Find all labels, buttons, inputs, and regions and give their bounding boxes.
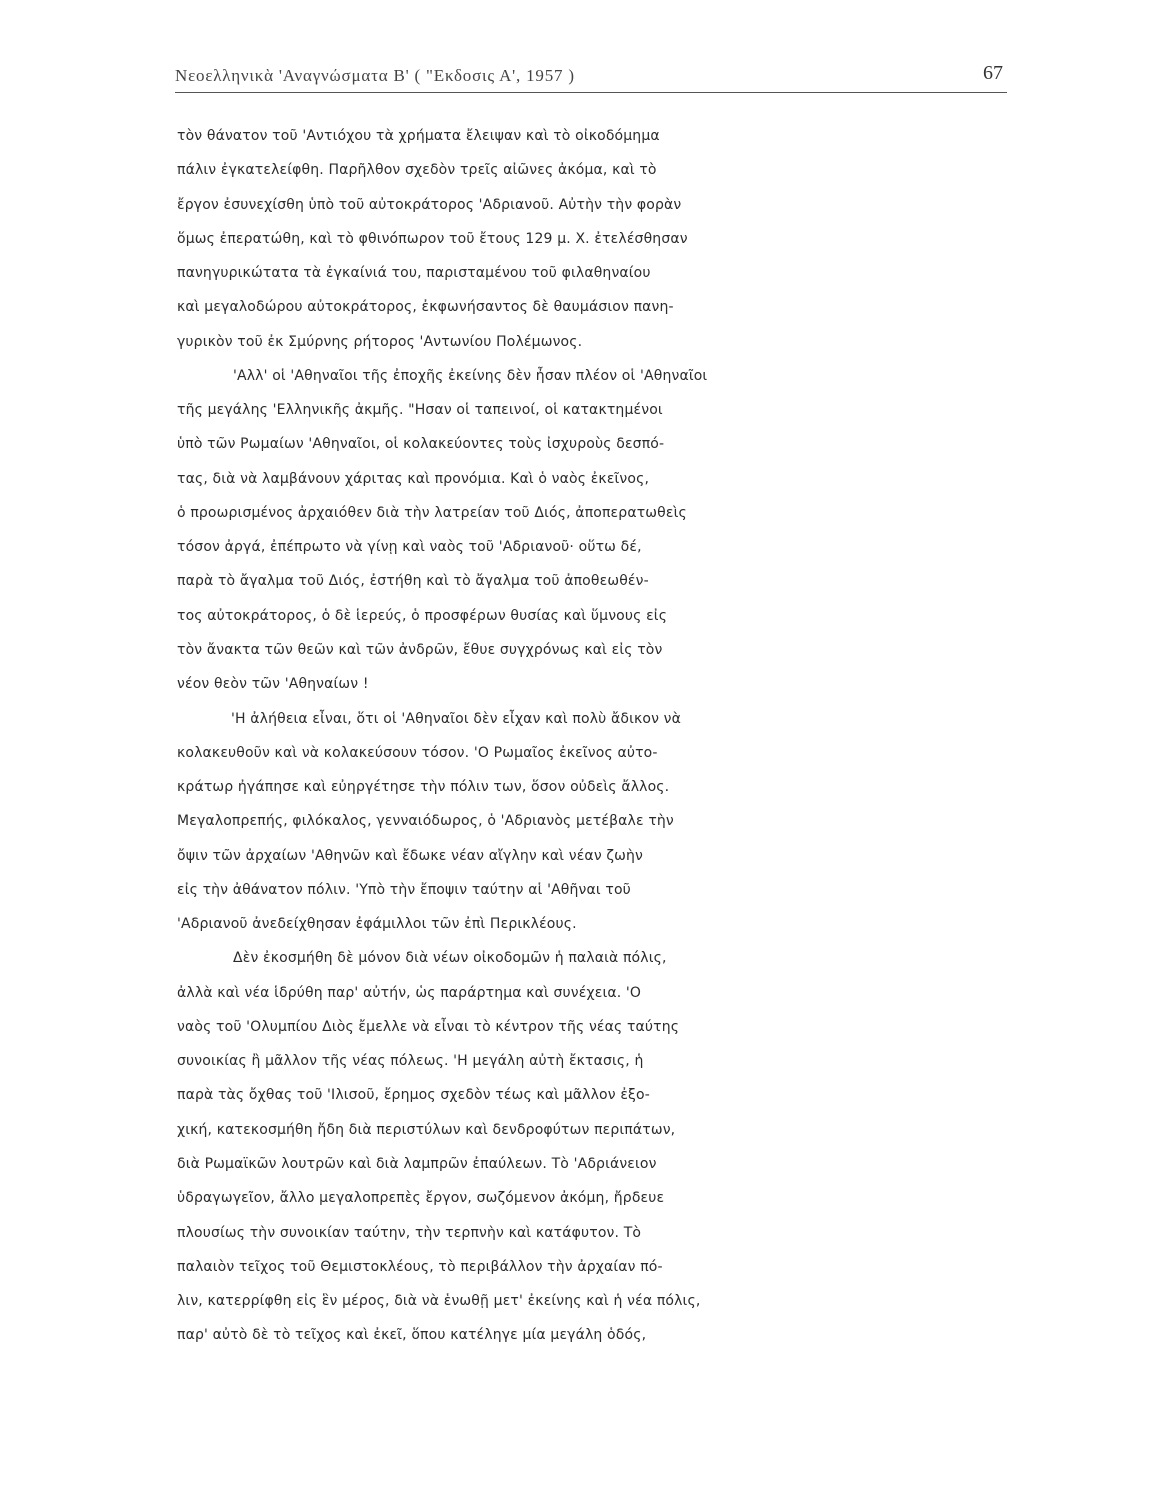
text-line: τας, διὰ νὰ λαμβάνουν χάριτας καὶ προνόμια. Καὶ ὁ ναὸς ἐκεῖνος, (177, 470, 650, 487)
running-title: Νεοελληνικὰ 'Αναγνώσματα Β' ( "Εκδοσις Α', 1957 ) (175, 66, 575, 85)
text-line: τόσον ἀργά, ἐπέπρωτο νὰ γίνῃ καὶ ναὸς τοῦ 'Αδριανοῦ· οὕτω δέ, (177, 539, 642, 556)
text-line: πάλιν ἐγκατελείφθη. Παρῆλθον σχεδὸν τρεῖς αἰῶνες ἀκόμα, καὶ τὸ (177, 162, 657, 179)
text-line: ὁ προωρισμένος ἀρχαιόθεν διὰ τὴν λατρείαν τοῦ Διός, ἀποπερατωθεὶς (177, 504, 687, 521)
text-line: λιν, κατερρίφθη εἰς ἓν μέρος, διὰ νὰ ἑνωθῇ μετ' ἐκείνης καὶ ἡ νέα πόλις, (177, 1293, 701, 1310)
text-line: 'Αδριανοῦ ἀνεδείχθησαν ἐφάμιλλοι τῶν ἐπὶ Περικλέους. (177, 916, 577, 933)
text-line: παρὰ τὰς ὄχθας τοῦ 'Ιλισοῦ, ἔρημος σχεδὸν τέως καὶ μᾶλλον ἐξο- (177, 1087, 650, 1104)
text-line: συνοικίας ἢ μᾶλλον τῆς νέας πόλεως. 'Η μεγάλη αὐτὴ ἔκτασις, ἡ (177, 1053, 644, 1070)
page-header (175, 58, 1007, 93)
text-line: τῆς μεγάλης 'Ελληνικῆς ἀκμῆς. "Ησαν οἱ ταπεινοί, οἱ κατακτημένοι (177, 402, 663, 419)
text-line: παρὰ τὸ ἄγαλμα τοῦ Διός, ἐστήθη καὶ τὸ ἄγαλμα τοῦ ἀποθεωθέν- (177, 573, 649, 590)
text-line: κράτωρ ἠγάπησε καὶ εὐηργέτησε τὴν πόλιν των, ὅσον οὐδεὶς ἄλλος. (177, 779, 670, 796)
page-number: 67 (983, 62, 1003, 84)
text-line: παλαιὸν τεῖχος τοῦ Θεμιστοκλέους, τὸ περιβάλλον τὴν ἀρχαίαν πό- (177, 1258, 663, 1275)
text-line: ὑπὸ τῶν Ρωμαίων 'Αθηναῖοι, οἱ κολακεύοντες τοὺς ἰσχυροὺς δεσπό- (177, 436, 665, 453)
text-line: ναὸς τοῦ 'Ολυμπίου Διὸς ἔμελλε νὰ εἶναι τὸ κέντρον τῆς νέας ταύτης (177, 1018, 680, 1035)
text-line: τὸν θάνατον τοῦ 'Αντιόχου τὰ χρήματα ἔλειψαν καὶ τὸ οἰκοδόμημα (177, 128, 660, 144)
paragraph-start-line: Δὲν ἐκοσμήθη δὲ μόνον διὰ νέων οἰκοδομῶν ἡ παλαιὰ πόλις, (233, 950, 667, 967)
text-line: ὑδραγωγεῖον, ἄλλο μεγαλοπρεπὲς ἔργον, σωζόμενον ἀκόμη, ἤρδευε (177, 1190, 665, 1207)
text-line: ὄψιν τῶν ἀρχαίων 'Αθηνῶν καὶ ἔδωκε νέαν αἴγλην καὶ νέαν ζωὴν (177, 847, 644, 864)
text-line: γυρικὸν τοῦ ἐκ Σμύρνης ρήτορος 'Αντωνίου Πολέμωνος. (177, 333, 583, 350)
text-line: ἔργον ἐσυνεχίσθη ὑπὸ τοῦ αὐτοκράτορος 'Αδριανοῦ. Αὐτὴν τὴν φορὰν (177, 196, 682, 213)
text-line: πλουσίως τὴν συνοικίαν ταύτην, τὴν τερπνὴν καὶ κατάφυτον. Τὸ (177, 1224, 642, 1241)
text-line: πανηγυρικώτατα τὰ ἐγκαίνιά του, παρισταμένου τοῦ φιλαθηναίου (177, 265, 651, 282)
text-line: διὰ Ρωμαϊκῶν λουτρῶν καὶ διὰ λαμπρῶν ἐπαύλεων. Τὸ 'Αδριάνειον (177, 1155, 657, 1172)
text-line: νέον θεὸν τῶν 'Αθηναίων ! (177, 676, 369, 693)
body-text (177, 119, 1027, 1353)
text-line: τὸν ἄνακτα τῶν θεῶν καὶ τῶν ἀνδρῶν, ἔθυε συγχρόνως καὶ εἰς τὸν (177, 641, 663, 658)
paragraph-start-line: 'Η ἀλήθεια εἶναι, ὅτι οἱ 'Αθηναῖοι δὲν εἶχαν καὶ πολὺ ἄδικον νὰ (231, 710, 681, 727)
text-line: ὅμως ἐπερατώθη, καὶ τὸ φθινόπωρον τοῦ ἔτους 129 μ. Χ. ἐτελέσθησαν (177, 230, 688, 247)
text-line: τος αὐτοκράτορος, ὁ δὲ ἱερεύς, ὁ προσφέρων θυσίας καὶ ὕμνους εἰς (177, 607, 668, 624)
text-line: εἰς τὴν ἀθάνατον πόλιν. 'Υπὸ τὴν ἔποψιν ταύτην αἱ 'Αθῆναι τοῦ (177, 881, 631, 898)
text-line: παρ' αὐτὸ δὲ τὸ τεῖχος καὶ ἐκεῖ, ὅπου κατέληγε μία μεγάλη ὁδός, (177, 1327, 647, 1344)
text-line: κολακευθοῦν καὶ νὰ κολακεύσουν τόσον. 'Ο Ρωμαῖος ἐκεῖνος αὐτο- (177, 744, 658, 761)
text-line: ἀλλὰ καὶ νέα ἱδρύθη παρ' αὐτήν, ὡς παράρτημα καὶ συνέχεια. 'Ο (177, 984, 642, 1001)
text-line: καὶ μεγαλοδώρου αὐτοκράτορος, ἐκφωνήσαντος δὲ θαυμάσιον πανη- (177, 299, 674, 316)
text-line: Μεγαλοπρεπής, φιλόκαλος, γενναιόδωρος, ὁ 'Αδριανὸς μετέβαλε τὴν (177, 813, 674, 830)
paragraph-start-line: 'Αλλ' οἱ 'Αθηναῖοι τῆς ἐποχῆς ἐκείνης δὲν ἦσαν πλέον οἱ 'Αθηναῖοι (233, 367, 708, 384)
text-line: χική, κατεκοσμήθη ἤδη διὰ περιστύλων καὶ δενδροφύτων περιπάτων, (177, 1121, 676, 1138)
